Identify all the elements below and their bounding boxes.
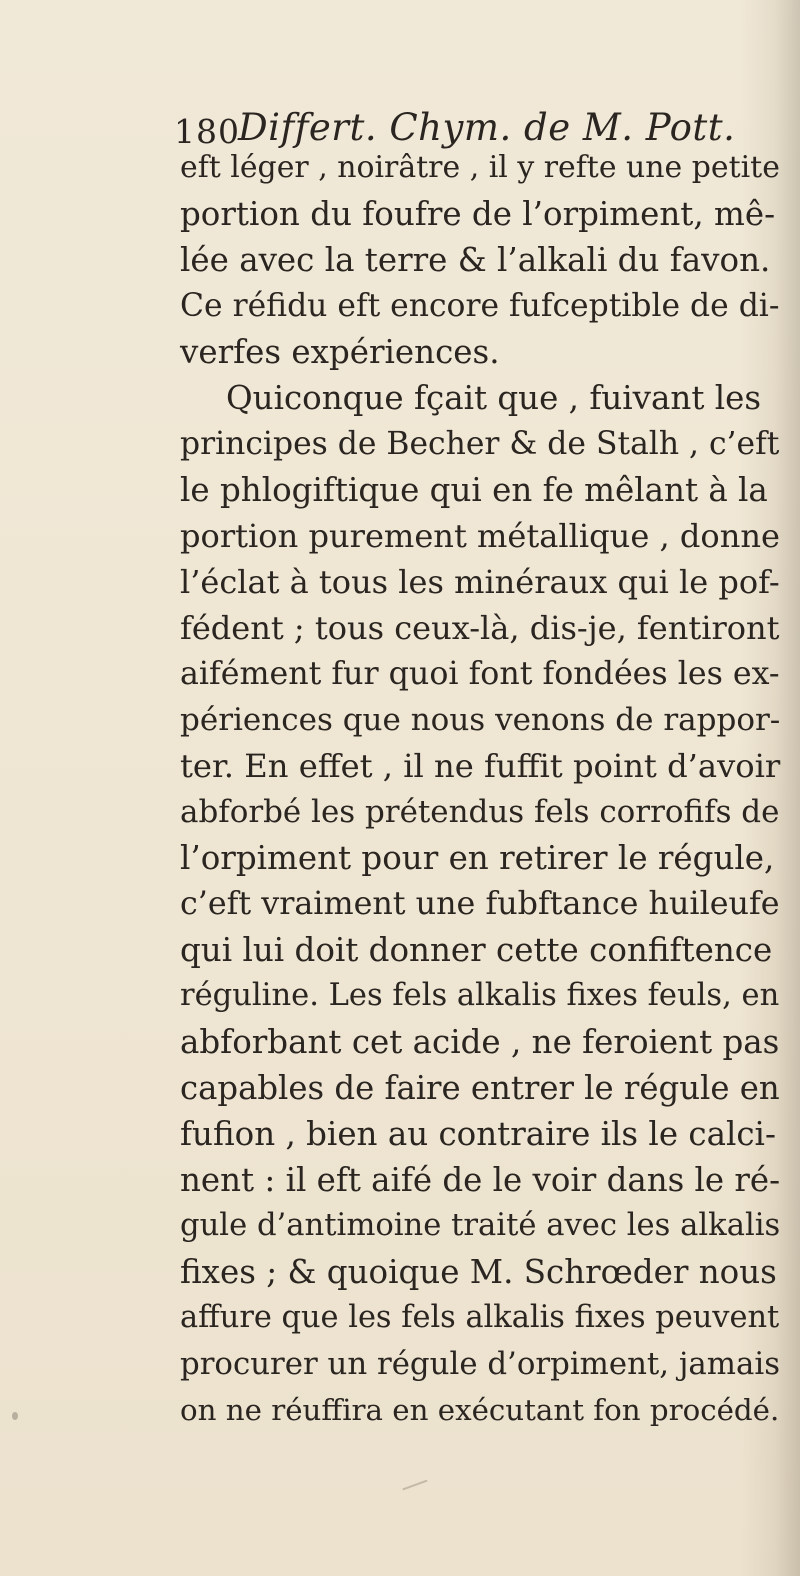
body-text [180,145,780,1433]
page-number: 180 [174,112,240,151]
text-line: l’orpiment pour en retirer le régule, [180,839,775,877]
text-line: affure que les fels alkalis fixes peuvent [180,1300,780,1335]
text-line: portion purement métallique , donne [180,517,780,555]
text-line: aifément fur quoi font fondées les ex- [180,656,780,692]
text-line: l’éclat à tous les minéraux qui le pof- [180,563,780,601]
text-line: procurer un régule d’orpiment, jamais [180,1346,781,1382]
text-line: verfes expériences. [180,333,500,371]
text-line: qui lui doit donner cette confiftence [180,931,773,969]
text-line: abforbé les prétendus fels corrofifs de [180,794,780,830]
text-line: fufion , bien au contraire ils le calci- [180,1115,776,1153]
paper-spot [12,1412,18,1420]
text-line: portion du foufre de l’orpiment, mê- [180,195,776,233]
text-line: principes de Becher & de Stalh , c’eft [180,426,780,462]
paper-mark [402,1480,427,1491]
text-line: gule d’antimoine traité avec les alkalis [180,1208,781,1243]
running-title: Differt. Chym. de M. Pott. [238,106,736,149]
text-line: on ne réuffira en exécutant fon procédé. [180,1393,780,1427]
text-line: capables de faire entrer le régule en [180,1069,780,1107]
paragraph-start-line: Quiconque fçait que , fuivant les [226,379,762,417]
text-line: abforbant cet acide , ne feroient pas [180,1023,780,1061]
text-line: Ce réfidu eft encore fufceptible de di- [180,288,780,324]
text-line: le phlogiftique qui en fe mêlant à la [180,471,768,509]
text-line: nent : il eft aifé de le voir dans le ré- [180,1161,781,1199]
text-line: périences que nous venons de rappor- [180,702,781,738]
text-line: fédent ; tous ceux-là, dis-je, fentiront [180,609,780,647]
text-line: fixes ; & quoique M. Schrœder nous [180,1253,777,1291]
text-line: eft léger , noirâtre , il y refte une petite [180,150,780,185]
text-line: lée avec la terre & l’alkali du favon. [180,241,771,279]
text-line: c’eft vraiment une fubftance huileufe [180,886,780,922]
text-line: réguline. Les fels alkalis fixes feuls, en [180,978,780,1013]
text-line: ter. En effet , il ne fuffit point d’avoir [180,747,781,785]
